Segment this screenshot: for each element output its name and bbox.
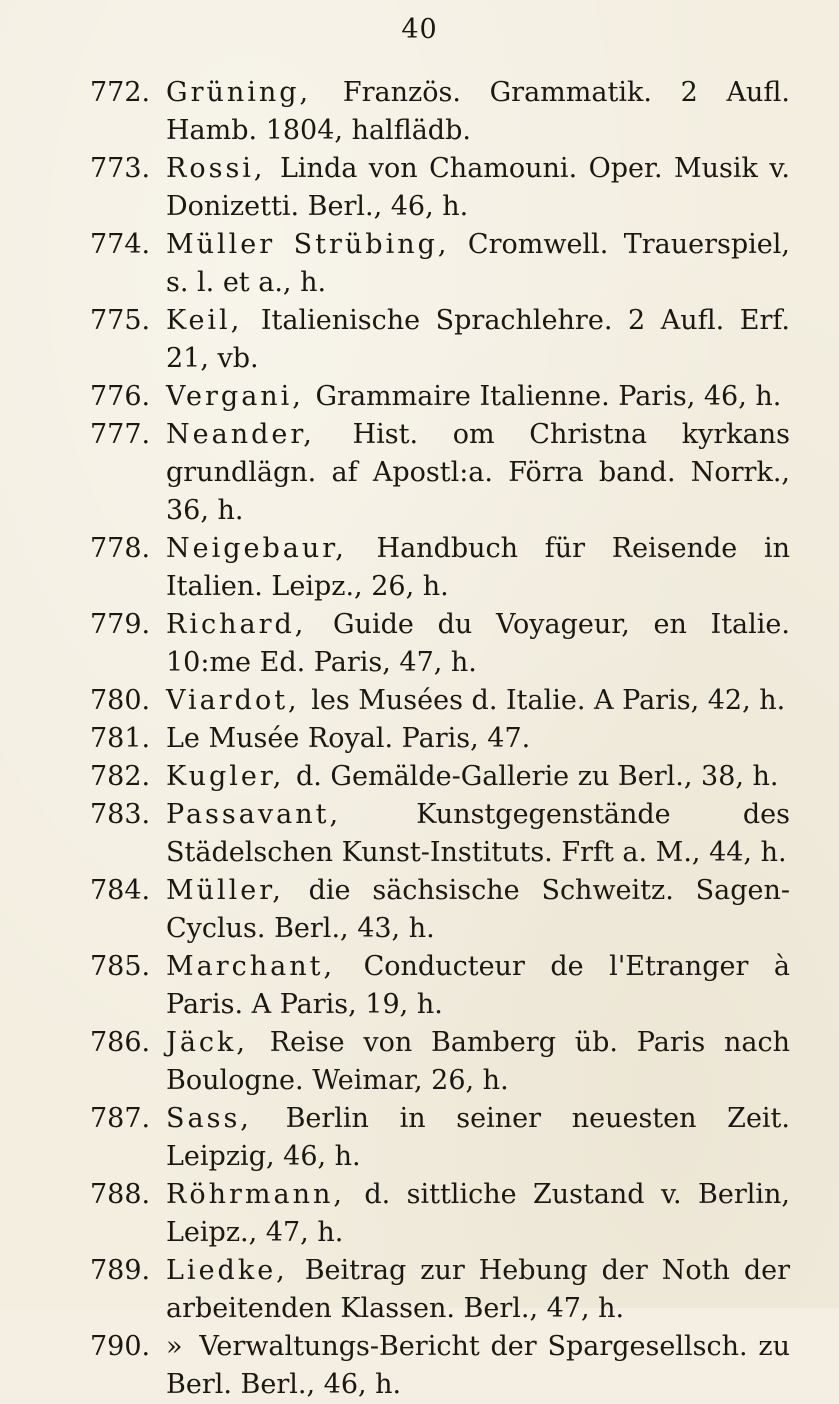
entry-text: Verwaltungs-Bericht der Spargesellsch. zu Berl. Berl., 46, h. bbox=[166, 1331, 790, 1400]
catalog-entry bbox=[90, 378, 790, 416]
catalog-entry bbox=[90, 720, 790, 758]
catalog-entry bbox=[90, 1252, 790, 1328]
catalog-entry bbox=[90, 1024, 790, 1100]
entry-author: Müller, bbox=[166, 875, 309, 906]
catalog-entry bbox=[90, 302, 790, 378]
catalog-entry bbox=[90, 796, 790, 872]
entry-number: 782. bbox=[90, 761, 151, 792]
entry-text: Berlin in seiner neuesten Zeit. Leipzig, 46, h. bbox=[166, 1103, 790, 1172]
entry-number: 774. bbox=[90, 229, 151, 260]
catalog-entry bbox=[90, 872, 790, 948]
entry-number: 784. bbox=[90, 875, 151, 906]
entry-number: 773. bbox=[90, 153, 151, 184]
entry-number: 788. bbox=[90, 1179, 151, 1210]
entry-text: Beitrag zur Hebung der Noth der arbeitenden Klassen. Berl., 47, h. bbox=[166, 1255, 790, 1324]
entry-text: Hist. om Christna kyrkans grundlägn. af Apostl:a. Förra band. Norrk., 36, h. bbox=[166, 419, 790, 526]
entry-number: 783. bbox=[90, 799, 151, 830]
entry-text: d. Gemälde-Gallerie zu Berl., 38, h. bbox=[295, 761, 779, 792]
entry-author: Passavant, bbox=[166, 799, 417, 830]
entry-author: Richard, bbox=[166, 609, 334, 640]
catalog-entry-list bbox=[90, 74, 790, 1404]
catalog-entry bbox=[90, 1328, 790, 1404]
entry-number: 781. bbox=[90, 723, 151, 754]
catalog-entry bbox=[90, 416, 790, 530]
page-number: 40 bbox=[401, 14, 438, 45]
entry-author: Viardot, bbox=[166, 685, 312, 716]
entry-author: Neigebaur, bbox=[166, 533, 377, 564]
entry-author: Jäck, bbox=[166, 1027, 270, 1058]
entry-text: Linda von Chamouni. Oper. Musik v. Donizetti. Berl., 46, h. bbox=[166, 153, 790, 222]
catalog-entry bbox=[90, 530, 790, 606]
entry-author: » bbox=[166, 1331, 200, 1362]
entry-text: Handbuch für Reisende in Italien. Leipz., 26, h. bbox=[166, 533, 790, 602]
catalog-entry bbox=[90, 226, 790, 302]
entry-author: Sass, bbox=[166, 1103, 286, 1134]
entry-author: Marchant, bbox=[166, 951, 364, 982]
entry-text: Reise von Bamberg üb. Paris nach Boulogne. Weimar, 26, h. bbox=[166, 1027, 790, 1096]
entry-text: Conducteur de l'Etranger à Paris. A Paris, 19, h. bbox=[166, 951, 790, 1020]
entry-number: 790. bbox=[90, 1331, 151, 1362]
catalog-entry bbox=[90, 758, 790, 796]
entry-number: 776. bbox=[90, 381, 151, 412]
entry-text: Grammaire Italienne. Paris, 46, h. bbox=[315, 381, 782, 412]
entry-number: 785. bbox=[90, 951, 151, 982]
entry-number: 786. bbox=[90, 1027, 151, 1058]
entry-author: Liedke, bbox=[166, 1255, 305, 1286]
entry-author: Rossi, bbox=[166, 153, 280, 184]
catalog-entry bbox=[90, 74, 790, 150]
entry-number: 775. bbox=[90, 305, 151, 336]
catalog-entry bbox=[90, 606, 790, 682]
entry-text: die sächsische Schweitz. Sagen-Cyclus. Berl., 43, h. bbox=[166, 875, 791, 944]
entry-number: 777. bbox=[90, 419, 151, 450]
entry-text: Cromwell. Trauerspiel, s. l. et a., h. bbox=[166, 229, 790, 298]
entry-text: Guide du Voyageur, en Italie. 10:me Ed. Paris, 47, h. bbox=[166, 609, 790, 678]
entry-text: Le Musée Royal. Paris, 47. bbox=[166, 723, 531, 754]
entry-text: d. sittliche Zustand v. Berlin, Leipz., 47, h. bbox=[166, 1179, 790, 1248]
entry-number: 780. bbox=[90, 685, 151, 716]
entry-author: Müller Strübing, bbox=[166, 229, 468, 260]
entry-number: 789. bbox=[90, 1255, 151, 1286]
catalog-entry bbox=[90, 150, 790, 226]
entry-number: 772. bbox=[90, 77, 151, 108]
entry-author: Neander, bbox=[166, 419, 353, 450]
entry-text: Kunstgegenstände des Städelschen Kunst-Instituts. Frft a. M., 44, h. bbox=[166, 799, 790, 868]
entry-text: Italienische Sprachlehre. 2 Aufl. Erf. 21, vb. bbox=[166, 305, 790, 374]
entry-author: Kugler, bbox=[166, 761, 296, 792]
entry-author: Keil, bbox=[166, 305, 261, 336]
entry-text: les Musées d. Italie. A Paris, 42, h. bbox=[311, 685, 786, 716]
entry-number: 779. bbox=[90, 609, 151, 640]
entry-text: Französ. Grammatik. 2 Aufl. Hamb. 1804, halflädb. bbox=[166, 77, 790, 146]
catalog-entry bbox=[90, 1100, 790, 1176]
entry-author: Röhrmann, bbox=[166, 1179, 365, 1210]
catalog-entry bbox=[90, 682, 790, 720]
entry-author: Vergani, bbox=[166, 381, 316, 412]
entry-number: 778. bbox=[90, 533, 151, 564]
entry-number: 787. bbox=[90, 1103, 151, 1134]
entry-author: Grüning, bbox=[166, 77, 343, 108]
catalog-entry bbox=[90, 1176, 790, 1252]
catalog-entry bbox=[90, 948, 790, 1024]
